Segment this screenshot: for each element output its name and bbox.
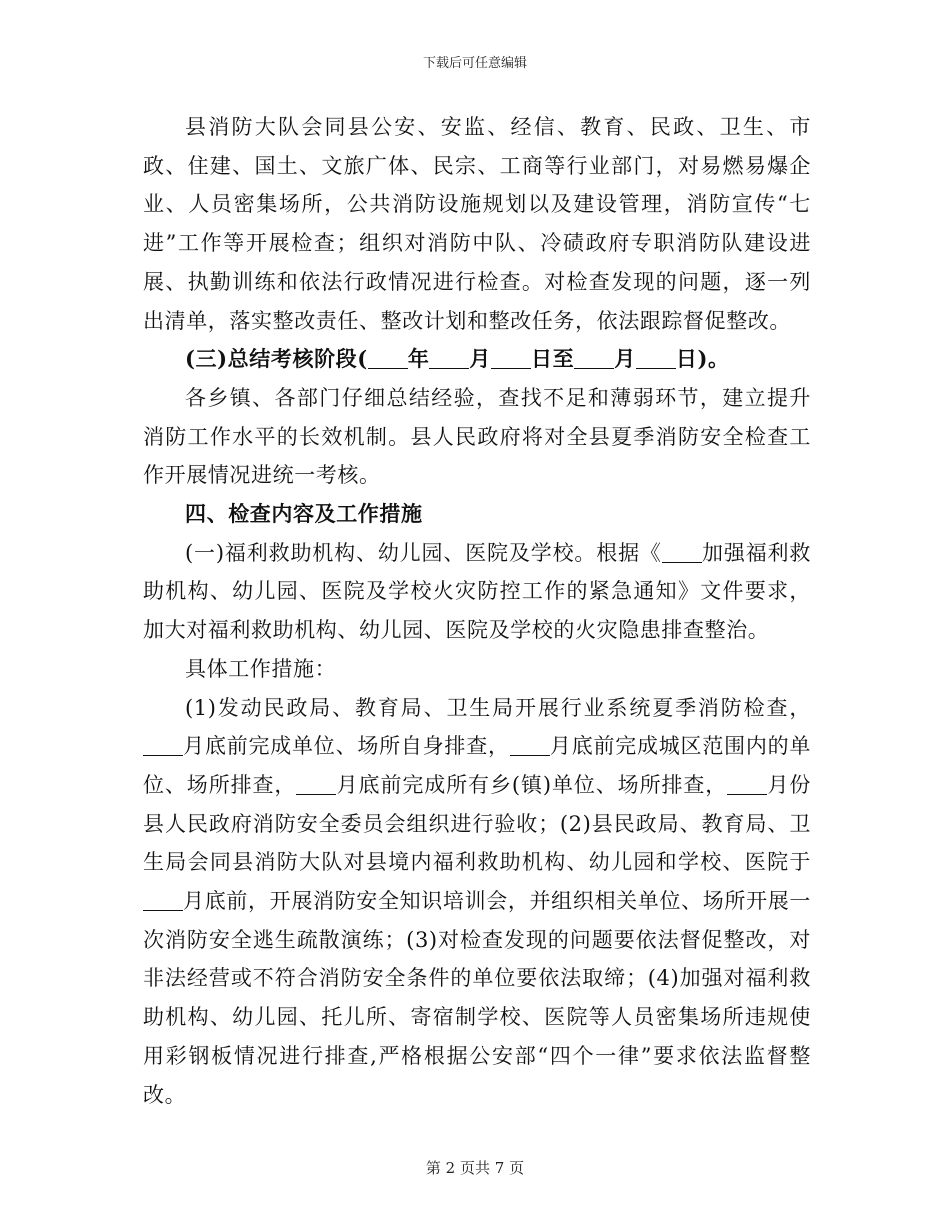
section-heading-summary-stage bbox=[143, 340, 811, 379]
blank-field bbox=[429, 367, 469, 369]
blank-field bbox=[296, 793, 336, 795]
blank-field bbox=[636, 367, 676, 369]
blank-field bbox=[574, 367, 614, 369]
blank-field bbox=[143, 909, 183, 911]
paragraph-welfare-institutions bbox=[143, 534, 811, 650]
blank-field bbox=[662, 561, 702, 563]
heading-day-to: 日至 bbox=[531, 346, 575, 372]
blank-field bbox=[510, 754, 550, 756]
blank-field bbox=[368, 367, 408, 369]
page-footer: 第 2 页共 7 页 bbox=[425, 1159, 525, 1177]
section-heading-content-measures: 四、检查内容及工作措施 bbox=[185, 501, 423, 527]
text-fragment: 月底前完成单位、场所自身排查， bbox=[183, 734, 510, 759]
heading-prefix: (三)总结考核阶段( bbox=[185, 346, 368, 372]
document-body bbox=[143, 108, 811, 1114]
text-fragment: 月底前，开展消防安全知识培训会，并组织相关单位、场所开展一次消防安全逃生疏散演练；(3)对检查发现的问题要依法督促整改，对非法经营或不符合消防安全条件的单位要依法取缔；(4)加强对福利救助机构、幼儿园、托儿所、寄宿制学校、医院等人员密集场所违规使用彩钢板情况进行排查,严格根据公安部“四个一律”要求依法监督整改。 bbox=[143, 889, 811, 1107]
text-fragment: 月底前完成城区范围内的单位、场所排查， bbox=[143, 734, 812, 797]
text-fragment: (1)发动民政局、教育局、卫生局开展行业系统夏季消防检查， bbox=[185, 695, 811, 720]
text-fragment: 月底前完成所有乡(镇)单位、场所排查， bbox=[336, 772, 728, 797]
paragraph-specific-measures-label: 具体工作措施： bbox=[185, 656, 337, 681]
text-fragment: (一)福利救助机构、幼儿园、医院及学校。根据《 bbox=[185, 540, 662, 565]
blank-field bbox=[143, 754, 183, 756]
paragraph-measures-list bbox=[143, 689, 811, 1115]
heading-month: 月 bbox=[614, 346, 636, 372]
heading-month: 月 bbox=[469, 346, 492, 372]
paragraph-inspection-departments: 县消防大队会同县公安、安监、经信、教育、民政、卫生、市政、住建、国土、文旅广体、民宗、工商等行业部门，对易燃易爆企业、人员密集场所，公共消防设施规划以及建设管理，消防宣传“七进”工作等开展检查；组织对消防中队、冷碛政府专职消防队建设进展、执勤训练和依法行政情况进行检查。对检查发现的问题，逐一列出清单，落实整改责任、整改计划和整改任务，依法跟踪督促整改。 bbox=[143, 115, 811, 333]
page-header: 下载后可任意编辑 bbox=[422, 56, 527, 71]
blank-field bbox=[491, 367, 531, 369]
paragraph-summary-assessment: 各乡镇、各部门仔细总结经验，查找不足和薄弱环节，建立提升消防工作水平的长效机制。县人民政府将对全县夏季消防安全检查工作开展情况进统一考核。 bbox=[143, 385, 811, 488]
heading-year: 年 bbox=[407, 346, 430, 372]
blank-field bbox=[727, 793, 767, 795]
text-fragment: 月份县人民政府消防安全委员会组织进行验收；(2)县民政局、教育局、卫生局会同县消防大队对县境内福利救助机构、幼儿园和学校、医院于 bbox=[143, 772, 811, 875]
heading-day-end: 日)。 bbox=[675, 346, 730, 372]
text-fragment: 加强福利救助机构、幼儿园、医院及学校火灾防控工作的紧急通知》文件要求，加大对福利救助机构、幼儿园、医院及学校的火灾隐患排查整治。 bbox=[143, 540, 811, 643]
